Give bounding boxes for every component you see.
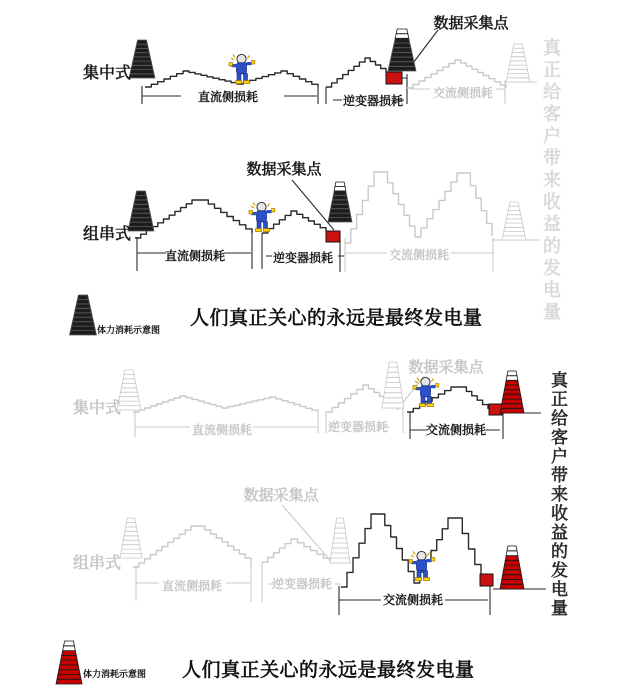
row2-inverter-loss-label: 逆变器损耗: [272, 251, 334, 265]
row2-ac-loss-label: 交流侧损耗: [388, 248, 450, 262]
row1-inverter-loss-label: 逆变器损耗: [342, 94, 404, 108]
row3-data-point-label: 数据采集点: [408, 358, 484, 376]
vertical-note-bottom: 真正给客户带来收益的发电量: [547, 371, 567, 618]
legend-mid-tower-icon: [70, 295, 97, 335]
row4-inverter-tower: [330, 518, 350, 563]
row2-crevice-lines: [252, 233, 262, 269]
legend-bottom-headline: 人们真正关心的永远是最终发电量: [182, 659, 475, 681]
row4-inverter-mountain: [262, 539, 330, 562]
row4-pointer-line: [282, 505, 330, 560]
row2-side-label: 组串式: [82, 224, 132, 243]
row4-data-point-marker: [480, 574, 493, 586]
row3-inverter-mountain: [326, 385, 385, 412]
row1-left-tower: [129, 40, 155, 78]
legend-bottom-caption: 体力消耗示意图: [83, 670, 147, 680]
row2-left-tower: [128, 191, 154, 231]
row4-ac-tower: [500, 546, 524, 589]
legend-bottom-tower-icon: [56, 641, 82, 684]
row1-climber: [229, 54, 255, 83]
row2-data-point-marker: [326, 231, 340, 242]
row1-dc-loss-label: 直流侧损耗: [197, 90, 259, 104]
row2-dc-mountain: [135, 200, 252, 238]
row4-inverter-loss-label: 逆变器损耗: [271, 577, 333, 591]
row2-data-point-label: 数据采集点: [246, 160, 322, 178]
row3-ac-loss-label: 交流侧损耗: [425, 423, 487, 437]
row3-inverter-loss-label: 逆变器损耗: [327, 420, 389, 434]
row2-inverter-mountain: [262, 211, 326, 233]
row3-dc-loss-label: 直流侧损耗: [191, 423, 253, 437]
row4-dc-loss-label: 直流侧损耗: [161, 579, 223, 593]
row1-inverter-tower: [388, 29, 416, 71]
row2-climber: [249, 202, 275, 231]
row4-ac-mountain: [341, 514, 481, 587]
row2-pointer-line: [292, 180, 334, 230]
row4-dc-mountain: [133, 526, 251, 567]
row1-ac-tower: [506, 44, 530, 82]
row3-ac-mountain: [407, 387, 488, 412]
row3-side-label: 集中式: [72, 398, 122, 417]
row2-ac-tower: [502, 202, 526, 240]
row4-crevice-lines: [251, 562, 262, 602]
row4-diagram: [120, 505, 546, 615]
legend-mid-caption: 体力消耗示意图: [97, 326, 161, 336]
row1-inverter-mountain: [326, 58, 386, 87]
row3-crevice-lines: [318, 412, 326, 433]
row1-dc-mountain: [145, 71, 318, 87]
row4-data-point-label: 数据采集点: [243, 486, 319, 504]
legend-mid-headline: 人们真正关心的永远是最终发电量: [190, 307, 483, 329]
row4-side-label: 组串式: [72, 553, 122, 572]
row1-ac-loss-label: 交流侧损耗: [432, 86, 494, 100]
row4-ac-loss-label: 交流侧损耗: [382, 593, 444, 607]
row1-crevice-lines: [318, 87, 326, 104]
row3-ac-tower: [500, 371, 524, 413]
row1-data-point-label: 数据采集点: [433, 14, 509, 32]
vertical-note-top: 真正给客户带来收益的发电量: [540, 38, 561, 324]
row2-dc-loss-label: 直流侧损耗: [164, 249, 226, 263]
row4-left-tower: [120, 518, 142, 558]
row3-inverter-tower: [382, 362, 404, 408]
row2-ac-mountain: [345, 172, 492, 243]
row1-data-point-marker: [386, 72, 402, 84]
row2-inverter-tower: [328, 182, 352, 222]
row3-dc-mountain: [133, 396, 318, 412]
row1-side-label: 集中式: [82, 63, 132, 82]
